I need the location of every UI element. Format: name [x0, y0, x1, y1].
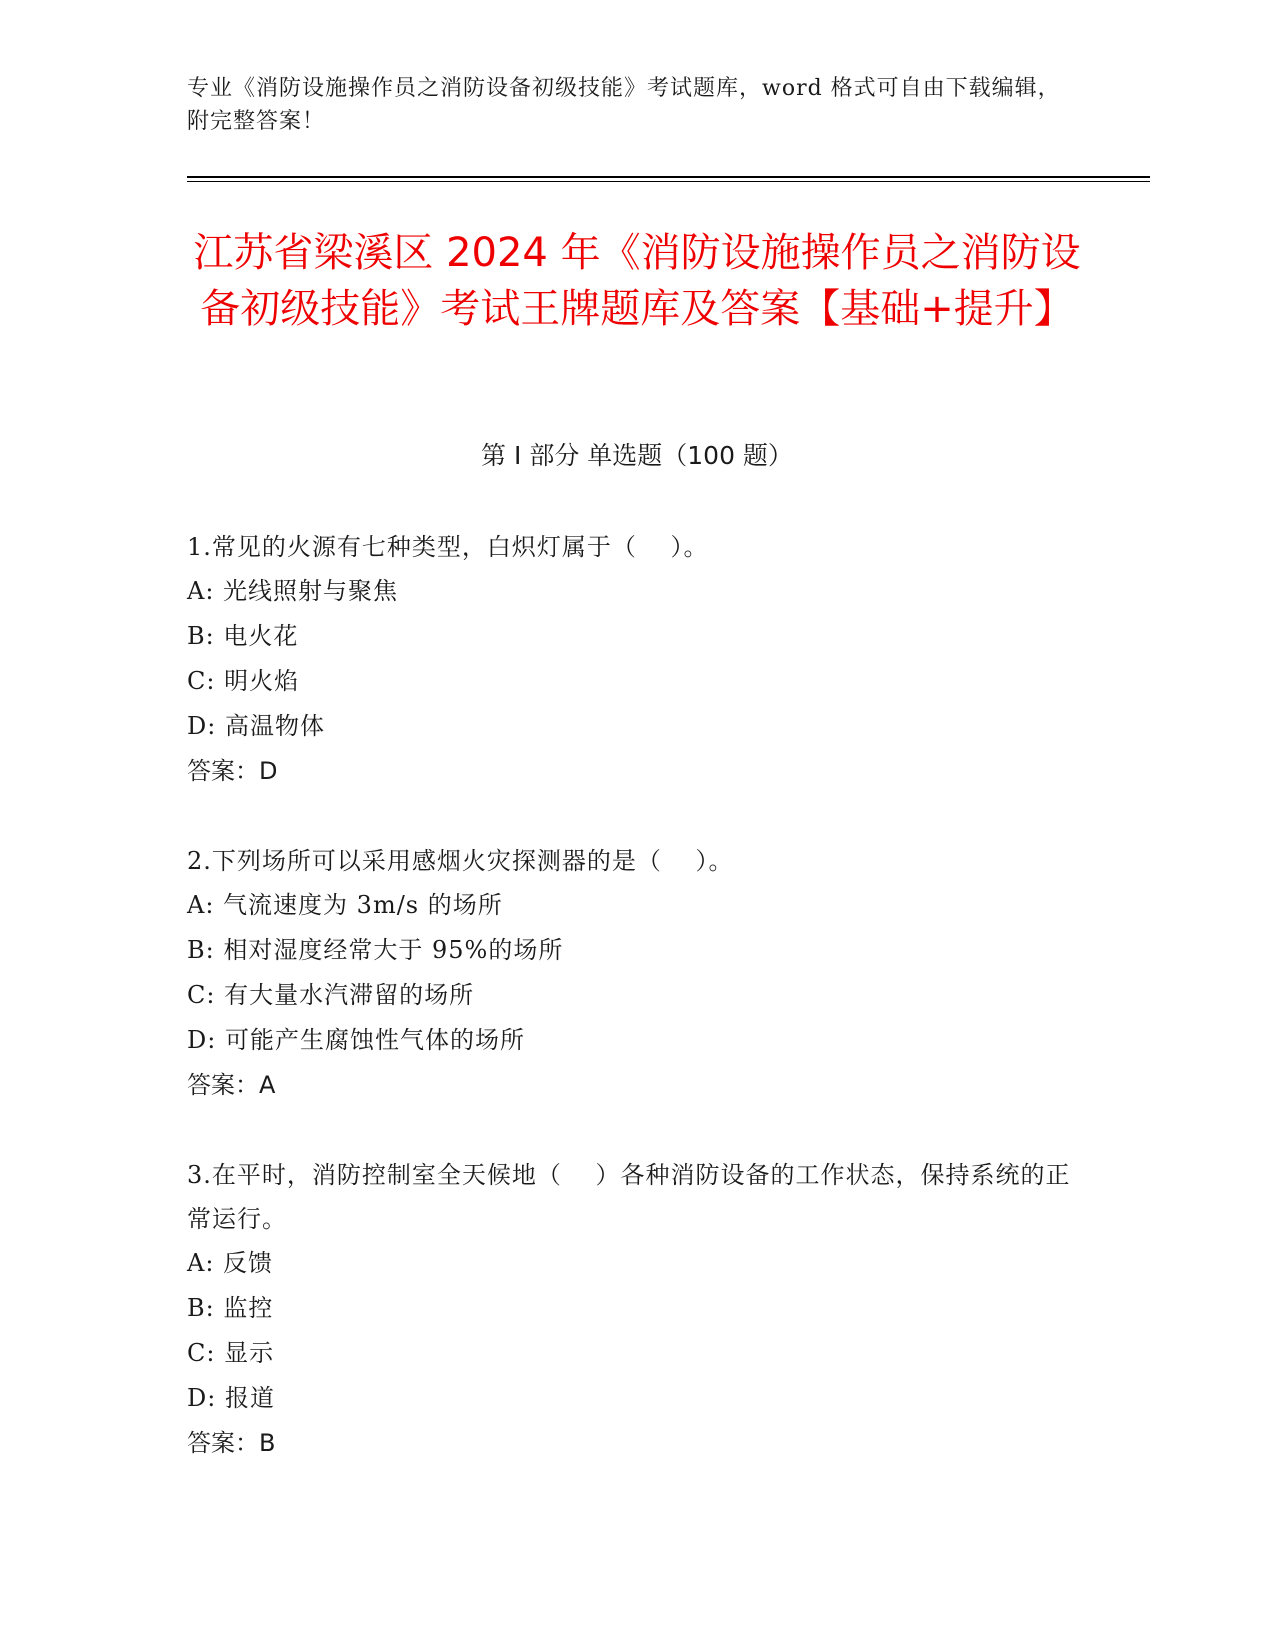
- question-3: [187, 1153, 1077, 1466]
- question-2: [187, 839, 1077, 1108]
- option-b: B: 电火花: [187, 622, 299, 650]
- option-a: A: 气流速度为 3m/s 的场所: [187, 891, 503, 919]
- answer: 答案：B: [187, 1429, 276, 1457]
- answer: 答案：A: [187, 1071, 276, 1099]
- question-1: [187, 525, 1077, 794]
- option-d: D: 报道: [187, 1384, 275, 1412]
- option-b: B: 监控: [187, 1294, 274, 1322]
- option-d: D: 可能产生腐蚀性气体的场所: [187, 1026, 525, 1054]
- option-a: A: 光线照射与聚焦: [187, 577, 399, 605]
- header-note: 专业《消防设施操作员之消防设备初级技能》考试题库，word 格式可自由下载编辑，附完整答案！: [187, 76, 1061, 134]
- option-a: A: 反馈: [187, 1249, 274, 1277]
- question-text: 1.常见的火源有七种类型，白炽灯属于（ ）。: [187, 533, 709, 561]
- document-title: 江苏省梁溪区 2024 年《消防设施操作员之消防设备初级技能》考试王牌题库及答案【基础+提升】: [193, 230, 1081, 332]
- option-c: C: 明火焰: [187, 667, 300, 695]
- question-list: [187, 525, 1077, 1511]
- question-text: 2.下列场所可以采用感烟火灾探测器的是（ ）。: [187, 847, 734, 875]
- answer: 答案：D: [187, 757, 278, 785]
- header-divider-thick: [187, 176, 1150, 178]
- question-text: 3.在平时，消防控制室全天候地（ ）各种消防设备的工作状态，保持系统的正常运行。: [187, 1161, 1071, 1233]
- option-b: B: 相对湿度经常大于 95%的场所: [187, 936, 564, 964]
- option-c: C: 显示: [187, 1339, 275, 1367]
- option-c: C: 有大量水汽滞留的场所: [187, 981, 475, 1009]
- option-d: D: 高温物体: [187, 712, 325, 740]
- header-divider-thin: [187, 181, 1150, 182]
- section-heading: 第 I 部分 单选题（100 题）: [481, 441, 793, 470]
